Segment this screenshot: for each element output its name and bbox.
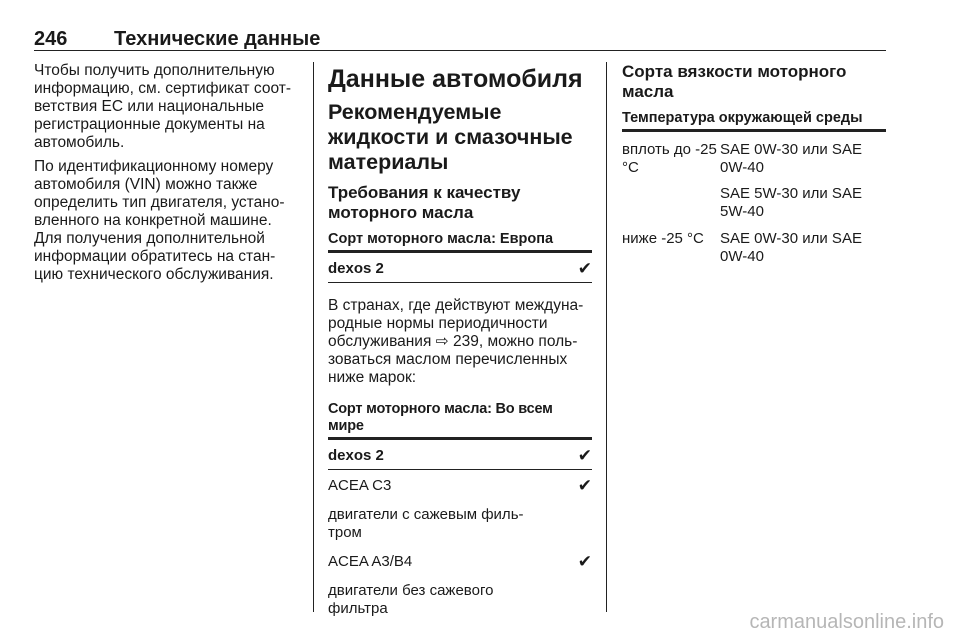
table-row — [328, 575, 592, 622]
temperature-cell — [622, 185, 720, 221]
page-number: 246 — [34, 28, 68, 50]
table-title-temperature: Температура окружающей среды — [622, 110, 886, 132]
row-label: ACEA C3 — [328, 477, 392, 494]
table-rule — [328, 282, 592, 283]
viscosity-cell: SAE 5W-30 или SAE 5W-40 — [720, 185, 862, 220]
row-label: dexos 2 — [328, 447, 384, 464]
table-row — [328, 440, 592, 469]
table-row — [622, 221, 886, 266]
row-label: dexos 2 — [328, 260, 384, 277]
viscosity-cell: SAE 0W-30 или SAE 0W-40 — [720, 230, 862, 265]
column-3 — [622, 62, 886, 266]
running-title: Технические данные — [114, 28, 321, 50]
paragraph-vin: По идентификационному номеру автомобиля (VIN) можно также определить тип двигателя, установленного на конкретной машине. Для получения дополнительной информации обратитесь на станцию технического обслуживания. — [34, 158, 285, 283]
section-title: Данные автомобиля — [328, 65, 583, 93]
row-label: ACEA A3/B4 — [328, 553, 413, 570]
check-icon: ✔ — [577, 446, 592, 465]
check-icon: ✔ — [577, 476, 592, 495]
table-row — [328, 253, 592, 282]
check-icon: ✔ — [577, 259, 592, 278]
column-divider-2 — [606, 62, 607, 612]
check-icon: ✔ — [577, 552, 592, 571]
oil-quality-heading: Требования к качеству моторного масла — [328, 183, 521, 222]
page-ref-icon[interactable]: ⇨ — [435, 333, 449, 350]
table-row — [328, 546, 592, 575]
temperature-cell: вплоть до -25 °C — [622, 141, 717, 176]
table-row — [328, 499, 592, 546]
subsection-title: Рекомендуемые жидкости и смазочные материалы — [328, 100, 573, 174]
viscosity-heading: Сорта вязкости моторного масла — [622, 62, 847, 101]
page-ref-link[interactable]: 239 — [452, 333, 479, 350]
para-text-start: В странах, где действуют международные нормы периодичности обслуживания — [328, 297, 584, 350]
table-row — [622, 132, 886, 177]
temperature-cell: ниже -25 °C — [622, 230, 704, 247]
page-header — [34, 28, 886, 52]
oil-grade-worldwide-table — [328, 401, 592, 622]
paragraph-international — [328, 297, 592, 387]
viscosity-cell: SAE 0W-30 или SAE 0W-40 — [720, 141, 862, 176]
paragraph-certificate: Чтобы получить дополнительную информацию, см. сертификат соответствия ЕС или национальные регистрационные документы на автомобиль. — [34, 62, 292, 151]
oil-grade-europe-table — [328, 231, 592, 283]
viscosity-table — [622, 110, 886, 266]
header-rule — [34, 50, 886, 51]
table-title-europe: Сорт моторного масла: Европа — [328, 231, 592, 253]
row-label: двигатели с сажевым фильтром — [328, 506, 524, 541]
column-divider-1 — [313, 62, 314, 612]
table-title-worldwide: Сорт моторного масла: Во всем мире — [328, 401, 592, 440]
watermark-site: carmanualsonline.info — [749, 611, 944, 633]
table-row — [622, 177, 886, 221]
column-2 — [328, 62, 592, 622]
row-label: двигатели без сажевого фильтра — [328, 582, 494, 617]
table-row — [328, 470, 592, 499]
column-1 — [34, 62, 296, 290]
para-text-end: , можно пользоваться маслом перечисленных ниже марок: — [328, 333, 578, 386]
